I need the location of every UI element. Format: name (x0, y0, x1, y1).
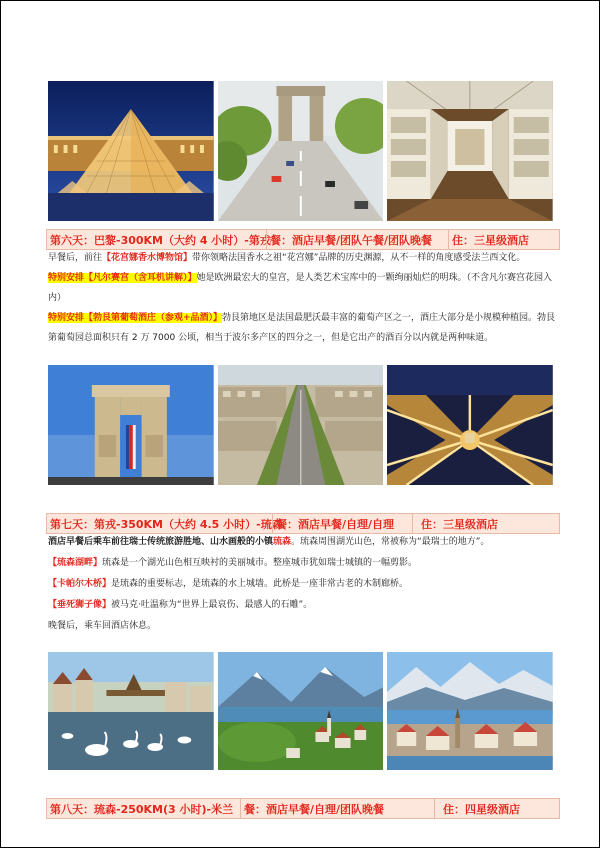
perfume-museum-highlight: 【花宫娜香水博物馆】 (102, 253, 193, 263)
day6-special-versailles: 特别安排【凡尔赛宫（含耳机讲解）】她是欧洲最宏大的皇宫，是人类艺术宝库中的一颗绚丽灿烂的明珠。（不含凡尔赛宫花园入内） (48, 273, 553, 303)
day6-title: 第六天：巴黎-300KM（大约 4 小时）-第戎 (50, 233, 271, 247)
photo-row-arc (48, 365, 553, 485)
day8-meals: 餐：酒店早餐/自理/团队晚餐 (240, 799, 434, 818)
day7-title: 第七天：第戎-350KM（大约 4.5 小时）-琉森 (50, 517, 283, 531)
photo-row-lucerne (48, 652, 553, 770)
day7-stay: 住：三星级酒店 (412, 514, 559, 533)
photo-lucerne-swans (48, 652, 214, 770)
day6-special-burgundy: 特别安排【勃艮第葡萄酒庄（参观+品酒）】勃艮第地区是法国最肥沃最丰富的葡萄产区之一，酒庄大部分是小规模种植园。勃艮第葡萄园总面积只有 2 万 7000 公顷，相当于波尔多产区的四分之一，但是它出产的酒百分以内就是两种味道。 (48, 313, 556, 343)
day6-header (46, 229, 560, 250)
day7-item-chapel-bridge: 【卡帕尔木桥】是琉森的重要标志，是琉森的水上城墙。此桥是一座非常古老的木制廊桥。 (48, 579, 409, 589)
photo-row-paris (48, 81, 553, 221)
day6-description (48, 248, 558, 348)
day7-item-lakeside: 【琉森湖畔】琉森是一个湖光山色相互映衬的美丽城市。整座城市犹如瑞士城镇的一幅剪影。 (48, 558, 418, 568)
photo-paris-night-avenues (387, 365, 553, 485)
photo-champs-elysees-aerial (218, 365, 384, 485)
day7-header (46, 513, 560, 534)
photo-perfume-museum-interior (387, 81, 553, 221)
lucerne-highlight: 琉森 (273, 537, 292, 547)
day7-intro: 酒店早餐后乘车前往瑞士传统旅游胜地、山水画般的小镇琉森。琉森周围湖光山色，常被称为“最瑞士的地方”。 (48, 537, 490, 547)
day6-line1: 早餐后，前往【花宫娜香水博物馆】带你领略法国香水之祖“花宫娜”品牌的历史渊源，从不一样的角度感受法兰西文化。 (48, 253, 526, 263)
burgundy-tag: 特别安排【勃艮第葡萄酒庄（参观+品酒）】 (48, 313, 223, 323)
day6-meals: 餐：酒店早餐/团队午餐/团队晚餐 (266, 230, 448, 249)
photo-lucerne-mountain-town (218, 652, 384, 770)
photo-arc-de-triomphe (48, 365, 214, 485)
photo-lucerne-panorama (387, 652, 553, 770)
versailles-tag: 特别安排【凡尔赛宫（含耳机讲解）】 (48, 273, 197, 283)
day7-description (48, 532, 558, 637)
photo-louvre-pyramid (48, 81, 214, 221)
photo-champs-elysees-street (218, 81, 384, 221)
day7-item-lion-monument: 【垂死狮子像】被马克·吐温称为“世界上最哀伤、最感人的石雕”。 (48, 600, 313, 610)
day7-meals: 餐：酒店早餐/自理/自理 (272, 514, 412, 533)
day8-header (46, 798, 560, 819)
day7-closing: 晚餐后，乘车回酒店休息。 (48, 621, 157, 631)
day8-title: 第八天：琉森-250KM(3 小时)-米兰 (50, 802, 234, 816)
day8-stay: 住：四星级酒店 (434, 799, 559, 818)
day6-stay: 住：三星级酒店 (448, 230, 559, 249)
